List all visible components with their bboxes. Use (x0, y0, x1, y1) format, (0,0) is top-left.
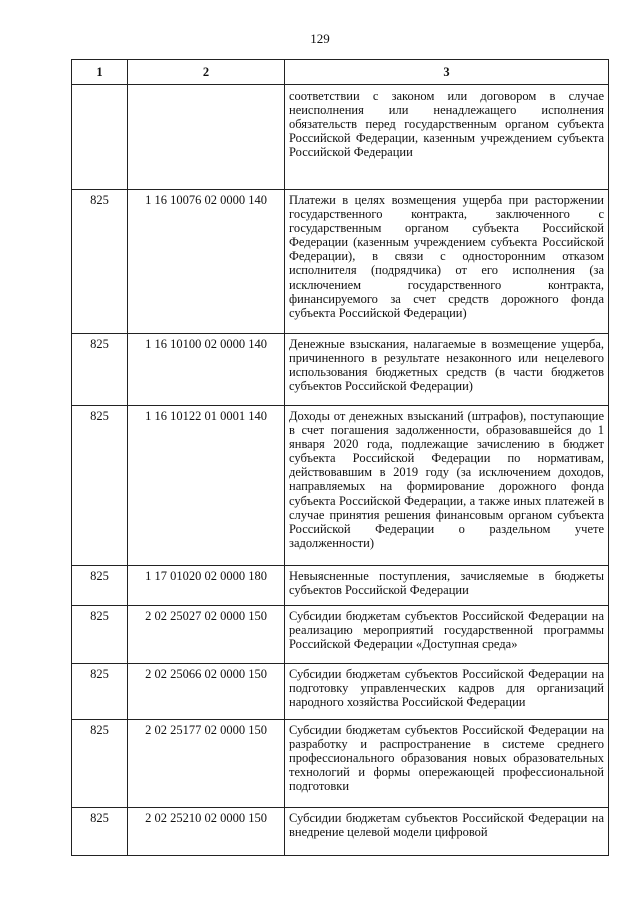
table-row (72, 85, 609, 190)
table-row (72, 606, 609, 664)
budget-code-cell: 1 17 01020 02 0000 180 (128, 566, 285, 606)
table-row (72, 720, 609, 808)
description-cell: соответствии с законом или договором в случае неисполнения или ненадлежащего исполнения обязательств перед государственным органом субъекта Российской Федерации, казенным учреждением субъекта Российской Федерации (285, 85, 609, 190)
page-number: 129 (310, 31, 330, 46)
header-col-2: 2 (128, 60, 285, 85)
table-row (72, 566, 609, 606)
table-row (72, 808, 609, 856)
budget-code-cell: 2 02 25177 02 0000 150 (128, 720, 285, 808)
header-col-3: 3 (285, 60, 609, 85)
description-cell: Доходы от денежных взысканий (штрафов), поступающие в счет погашения задолженности, образовавшейся до 1 января 2020 года, подлежащие зачислению в бюджет субъекта Российской Федерации по нормативам, действовавшим в 2019 году (за исключением доходов, направляемых на формирование дорожного фонда субъекта Российской Федерации, а также иных платежей в случае принятия решения финансовым органом субъекта Российской Федерации о раздельном учете задолженности) (285, 406, 609, 566)
description-cell: Платежи в целях возмещения ущерба при расторжении государственного контракта, заключенного с государственным органом субъекта Российской Федерации (казенным учреждением субъекта Российской Федерации), в связи с односторонним отказом исполнителя (подрядчика) от его исполнения (за исключением государственного контракта, финансируемого за счет средств дорожного фонда субъекта Российской Федерации) (285, 190, 609, 334)
admin-code-cell: 825 (72, 664, 128, 720)
budget-code-cell: 2 02 25210 02 0000 150 (128, 808, 285, 856)
budget-code-cell: 1 16 10100 02 0000 140 (128, 334, 285, 406)
description-cell: Субсидии бюджетам субъектов Российской Федерации на подготовку управленческих кадров для организаций народного хозяйства Российской Федерации (285, 664, 609, 720)
admin-code-cell: 825 (72, 720, 128, 808)
admin-code-cell: 825 (72, 334, 128, 406)
description-cell: Субсидии бюджетам субъектов Российской Федерации на внедрение целевой модели цифровой (285, 808, 609, 856)
table-row (72, 190, 609, 334)
admin-code-cell: 825 (72, 566, 128, 606)
budget-code-cell: 2 02 25027 02 0000 150 (128, 606, 285, 664)
budget-code-cell: 1 16 10122 01 0001 140 (128, 406, 285, 566)
income-codes-table (71, 59, 609, 856)
header-col-1: 1 (72, 60, 128, 85)
description-cell: Субсидии бюджетам субъектов Российской Федерации на реализацию мероприятий государственной программы Российской Федерации «Доступная среда» (285, 606, 609, 664)
admin-code-cell (72, 85, 128, 190)
description-cell: Субсидии бюджетам субъектов Российской Федерации на разработку и распространение в системе среднего профессионального образования новых образовательных технологий и формы опережающей профессиональной подготовки (285, 720, 609, 808)
budget-code-cell: 2 02 25066 02 0000 150 (128, 664, 285, 720)
table-row (72, 334, 609, 406)
admin-code-cell: 825 (72, 808, 128, 856)
admin-code-cell: 825 (72, 190, 128, 334)
table-header-row (72, 60, 609, 85)
budget-code-cell (128, 85, 285, 190)
description-cell: Невыясненные поступления, зачисляемые в бюджеты субъектов Российской Федерации (285, 566, 609, 606)
budget-code-cell: 1 16 10076 02 0000 140 (128, 190, 285, 334)
table-row (72, 664, 609, 720)
description-cell: Денежные взыскания, налагаемые в возмещение ущерба, причиненного в результате незаконного или нецелевого использования бюджетных средств (в части бюджетов субъектов Российской Федерации) (285, 334, 609, 406)
admin-code-cell: 825 (72, 606, 128, 664)
admin-code-cell: 825 (72, 406, 128, 566)
table-row (72, 406, 609, 566)
